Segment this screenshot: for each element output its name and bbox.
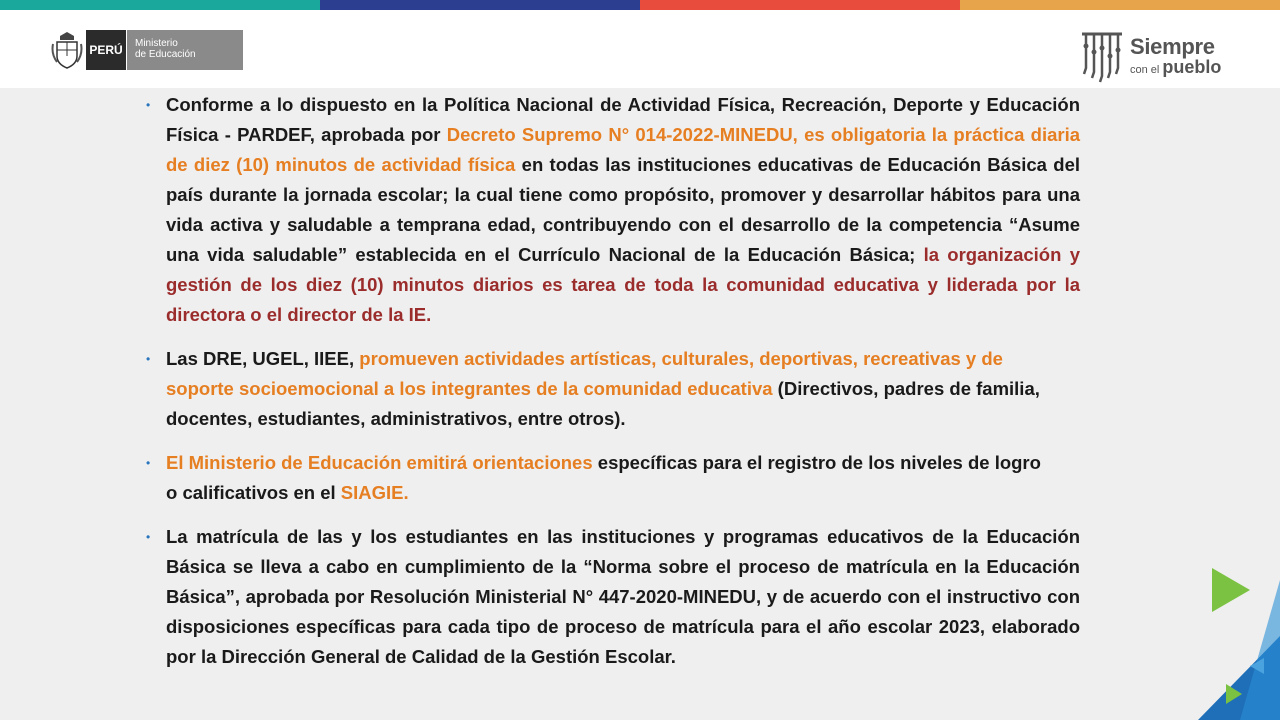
text-run-orange: SIAGIE. [340,482,409,503]
siempre-text [1130,36,1221,76]
peru-minedu-logo [50,30,243,70]
color-bar-teal [0,0,320,10]
bullet-text [166,522,1080,672]
con-el-pueblo [1130,58,1221,76]
text-run: (Directivos, padres de familia, docentes, estudiantes, administrativos, entre otros). [166,378,1040,429]
slide-content [146,90,1081,686]
text-run: Conforme a lo dispuesto en la Política Nacional de Actividad Física, Recreación, Deporte y Educación Física - PARDEF, aprobada por [166,94,1080,145]
text-run: Las DRE, UGEL, IIEE, [166,348,360,369]
color-bar-navy [320,0,640,10]
light-blue-corner-shape [1240,580,1280,720]
bullet-item [146,344,1076,434]
play-triangle-icon[interactable] [1212,568,1250,612]
text-run: en todas las instituciones educativas de Educación Básica del país durante la jornada escolar; la cual tiene como propósito, promover y desarrollar hábitos para una vida activa y saludable a temprana edad, contribuyendo con el desarrollo de la competencia “Asume una vida saludable” establecida en el Currículo Nacional de la Educación Básica; [166,154,1080,265]
color-bar-gold [960,0,1280,10]
bullet-dot: • [146,98,151,112]
siempre-word: Siempre [1130,34,1215,59]
header [0,10,1280,88]
siempre-con-el-pueblo-logo [1080,28,1221,84]
text-run-orange: El Ministerio de Educación emitirá orientaciones [166,452,593,473]
text-run: específicas para el registro de los niveles de logro o calificativos en el [166,452,1041,503]
text-run-orange: promueven actividades artísticas, culturales, deportivas, recreativas y de soporte socioemocional a los integrantes de la comunidad educativa [166,348,1003,399]
bullet-item [146,522,1080,672]
bullet-dot: • [146,456,151,470]
coat-of-arms-icon [50,30,84,70]
con-el-word: con el [1130,64,1160,76]
color-bar-red [640,0,960,10]
ministry-line1: Ministerio [135,38,178,49]
pueblo-word: pueblo [1162,57,1222,77]
bullet-dot: • [146,352,151,366]
text-run-orange: Decreto Supremo N° 014-2022-MINEDU, es obligatoria la práctica diaria de diez (10) minutos de actividad física [166,124,1081,175]
bullet-text [166,448,1056,508]
quipu-icon [1080,28,1124,84]
bullet-text [166,344,1056,434]
top-color-bar [0,0,1280,10]
ministry-line2: de Educación [135,49,196,60]
bullet-dot: • [146,530,151,544]
bullet-item [146,90,1081,330]
text-run: La matrícula de las y los estudiantes en las instituciones y programas educativos de la Educación Básica se lleva a cabo en cumplimiento de la “Norma sobre el proceso de matrícula en la Educación Básica”, aprobada por Resolución Ministerial N° 447-2020-MINEDU, y de acuerdo con el instructivo con disposiciones específicas para cada tipo de proceso de matrícula para el año escolar 2023, elaborado por la Dirección General de Calidad de la Gestión Escolar. [166,526,1080,667]
bullet-item [146,448,1076,508]
text-run-maroon: la organización y gestión de los diez (10) minutos diarios es tarea de toda la comunidad educativa y liderada por la directora o el director de la IE. [166,244,1080,325]
corner-decoration [1180,540,1280,720]
ministry-label [127,30,243,70]
bullet-text [166,90,1080,330]
peru-label: PERÚ [86,30,127,70]
